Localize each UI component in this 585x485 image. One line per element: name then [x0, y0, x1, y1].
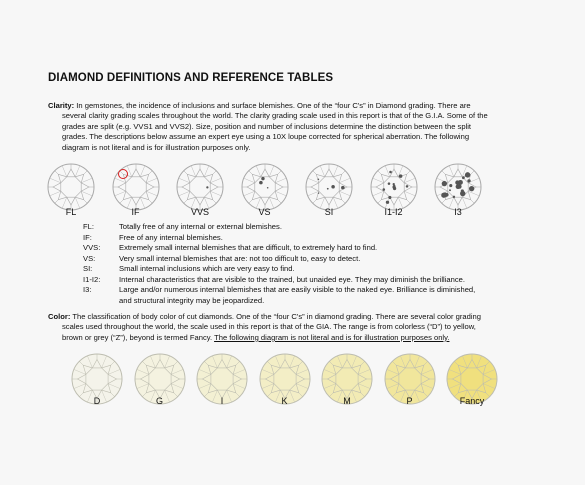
inclusion-mark	[461, 189, 464, 192]
definition-code: FL:	[83, 222, 94, 231]
definition-code: VS:	[83, 253, 96, 263]
clarity-line: diagram is not literal and is for illustration purposes only.	[62, 142, 251, 152]
definition-text: and structural integrity may be jeopardized.	[119, 295, 265, 305]
inclusion-mark	[398, 174, 402, 178]
inclusion-mark	[206, 186, 208, 188]
definition-code: IF:	[83, 232, 92, 242]
inclusion-mark	[453, 196, 455, 198]
color-label: Color:	[48, 312, 71, 321]
inclusion-mark	[387, 182, 390, 185]
definition-text: Internal characteristics that are visible to the trained, but unaided eye. They may diminish the brilliance.	[119, 274, 465, 284]
color-description	[48, 312, 548, 343]
inclusion-mark	[385, 201, 388, 204]
color-line: The classification of body color of cut diamonds. One of the “four C's” in diamond grading. There are several color grading	[72, 312, 481, 321]
clarity-line: grades. The descriptions below assume an expert eye using a 10X loupe corrected for spherical aberration. The following	[62, 132, 470, 142]
inclusion-mark	[341, 186, 345, 190]
inclusion-mark	[318, 178, 320, 180]
diamond-icon	[240, 162, 290, 212]
diamond-icon	[46, 162, 96, 212]
definition-code: VVS:	[83, 243, 101, 252]
clarity-grade-label: IF	[131, 207, 140, 217]
inclusion-mark	[458, 180, 463, 185]
color-grade-label: D	[93, 396, 101, 406]
definition-text: Free of any internal blemishes.	[119, 232, 223, 242]
inclusion-mark	[469, 186, 474, 191]
clarity-line: grades are split (e.g. VVS1 and VVS2). Size, position and number of inclusions determine the distinction between the split	[62, 121, 472, 131]
inclusion-mark	[392, 186, 395, 189]
diamond-icon	[175, 162, 225, 212]
diamond-icon	[111, 162, 161, 212]
inclusion-mark	[449, 184, 452, 187]
diamond-icon	[433, 162, 483, 212]
inclusion-mark	[405, 185, 408, 188]
diamond-icon	[369, 162, 419, 212]
clarity-grade-label: VS	[258, 207, 271, 217]
clarity-label: Clarity:	[48, 101, 75, 110]
inclusion-mark	[327, 188, 329, 190]
clarity-grade-label: VVS	[190, 207, 209, 217]
definition-text: Totally free of any internal or external blemishes.	[119, 222, 282, 231]
color-grade-label: I	[220, 396, 224, 406]
color-line: scales used throughout the world, the scale used in this report is that of the GIA. The range is from colorless (“D”) to yellow,	[62, 322, 476, 332]
inclusion-mark	[266, 187, 268, 189]
clarity-line: several clarity grading scales throughout the world. The clarity grading scale used in this report is that of the G.I.A. Some of the	[62, 111, 488, 121]
clarity-line: In gemstones, the incidence of inclusions and surface blemishes. One of the “four C's” in Diamond grading. There are	[76, 101, 471, 110]
inclusion-mark	[318, 192, 319, 193]
clarity-grade-label: I3	[454, 207, 462, 217]
inclusion-mark	[259, 181, 263, 185]
inclusion-mark	[449, 189, 451, 191]
inclusion-mark	[331, 185, 335, 189]
clarity-description	[48, 101, 548, 153]
inclusion-mark	[465, 174, 468, 177]
diamond-icon	[304, 162, 354, 212]
inclusion-mark	[445, 193, 449, 197]
clarity-grade-label: SI	[324, 207, 334, 217]
inclusion-mark	[382, 188, 385, 191]
inclusion-mark	[459, 186, 461, 188]
clarity-grade-label: FL	[65, 207, 77, 217]
clarity-grade-label: I1-I2	[384, 207, 403, 217]
inclusion-mark	[462, 176, 465, 179]
definition-text: Very small internal blemishes that are: not too difficult to, easy to detect.	[119, 253, 361, 263]
page-title: DIAMOND DEFINITIONS AND REFERENCE TABLES	[48, 72, 334, 84]
definition-code: SI:	[83, 264, 93, 273]
inclusion-mark	[388, 196, 391, 199]
definition-text: Large and/or numerous internal blemishes that are easily visible to the naked eye. Brilliance is diminished,	[119, 285, 476, 294]
color-grade-label: K	[281, 396, 288, 406]
definition-code: I3:	[83, 285, 92, 294]
color-disclaimer: The following diagram is not literal and is for illustration purposes only.	[214, 332, 450, 342]
definition-text: Extremely small internal blemishes that are difficult, to extremely hard to find.	[119, 243, 378, 252]
inclusion-mark	[467, 179, 470, 182]
color-grade-label: Fancy	[459, 396, 485, 406]
inclusion-mark	[261, 177, 264, 180]
color-grade-label: G	[155, 396, 163, 406]
inclusion-mark	[442, 181, 447, 186]
color-grade-label: P	[406, 396, 413, 406]
definition-text: Small internal inclusions which are very easy to find.	[119, 264, 295, 273]
definition-code: I1-I2:	[83, 274, 101, 284]
color-line: brown or grey (“Z”), beyond is termed Fancy.	[62, 332, 215, 342]
color-grade-label: M	[343, 396, 351, 406]
inclusion-mark	[389, 171, 392, 174]
